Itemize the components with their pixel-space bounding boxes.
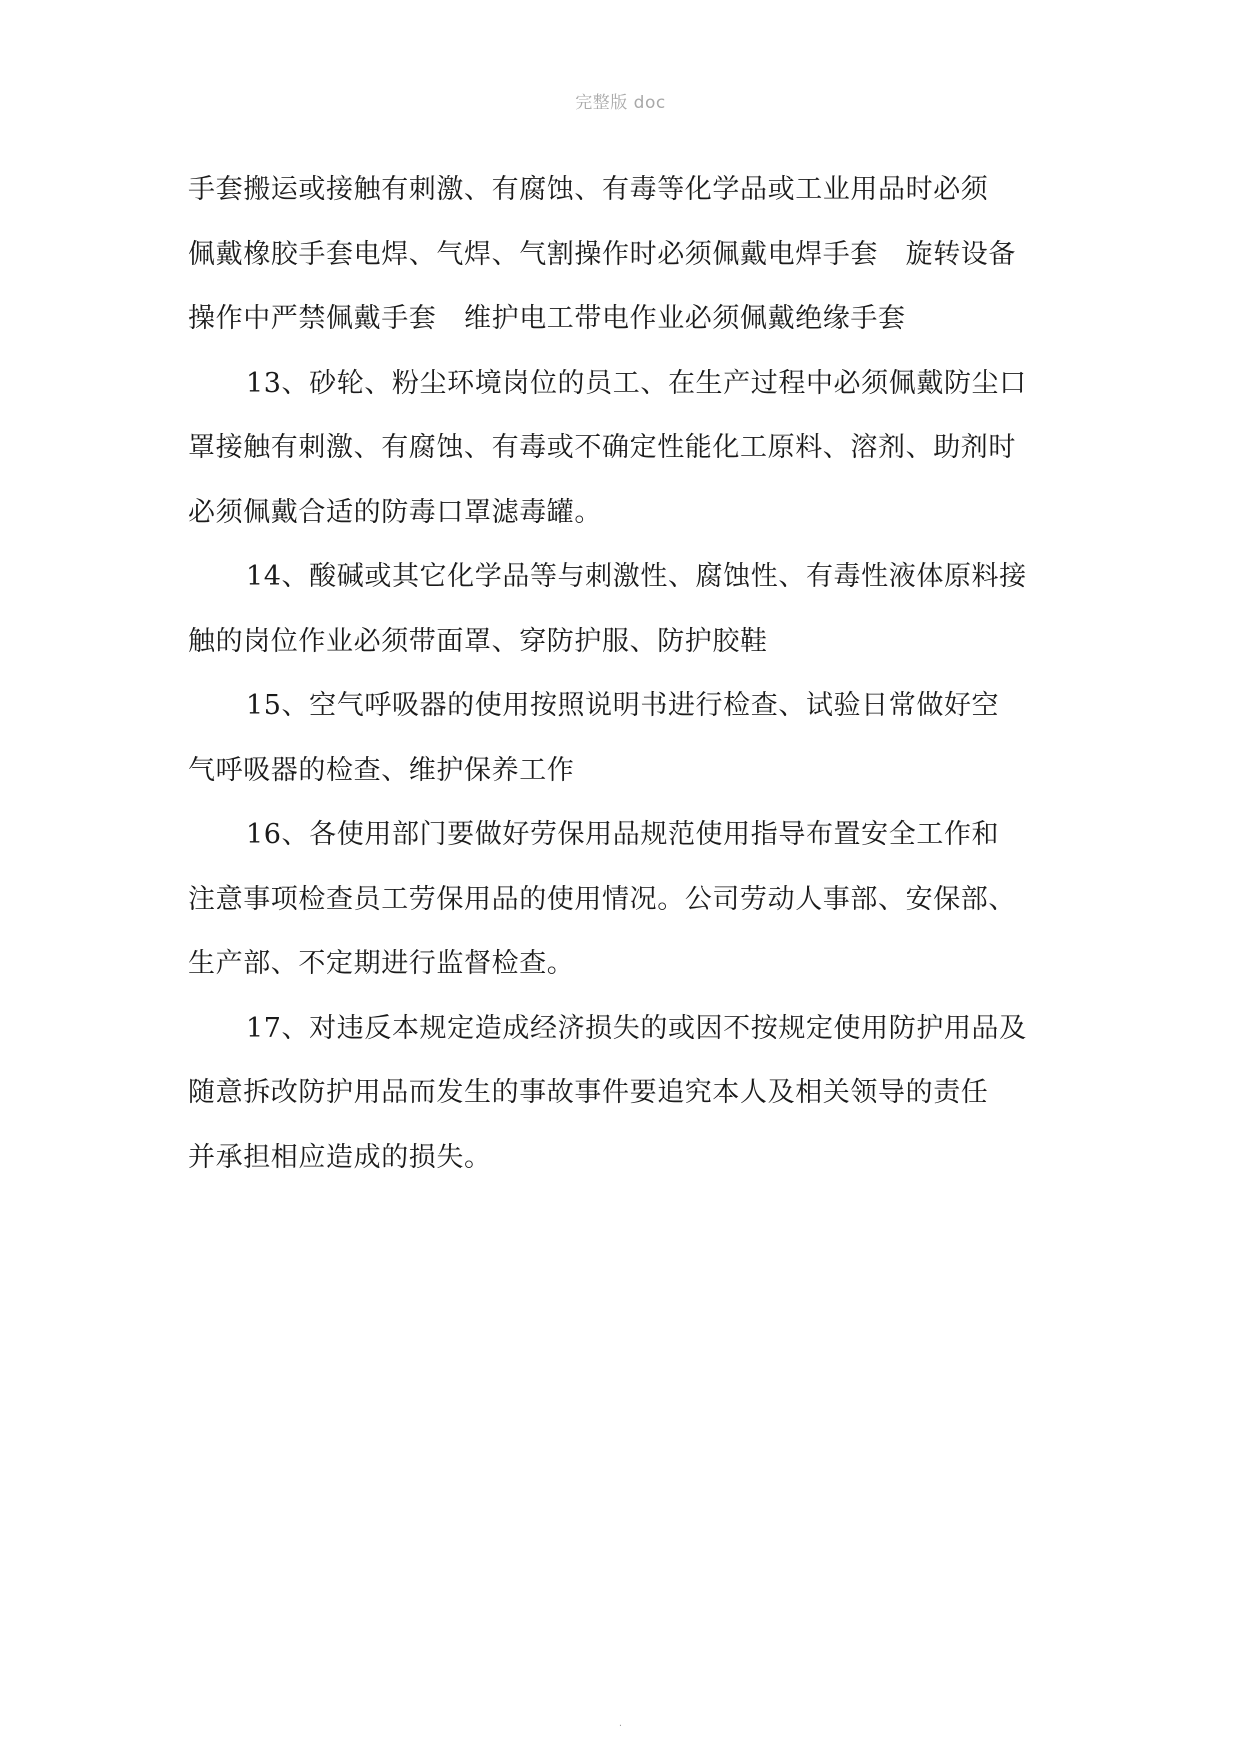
text-line: 气呼吸器的检查、维护保养工作	[188, 754, 575, 786]
paragraph-continuation	[188, 158, 1068, 352]
text-line: 17、对违反本规定造成经济损失的或因不按规定使用防护用品及	[246, 1012, 1027, 1044]
text-line: 随意拆改防护用品而发生的事故事件要追究本人及相关领导的责任	[188, 1077, 989, 1108]
document-body	[188, 158, 1068, 1190]
text-line: 手套搬运或接触有刺激、有腐蚀、有毒等化学品或工业用品时必须	[188, 174, 989, 205]
paragraph-item-17	[188, 997, 1068, 1191]
text-line: 罩接触有刺激、有腐蚀、有毒或不确定性能化工原料、溶剂、助剂时	[188, 432, 1016, 463]
text-line: 佩戴橡胶手套电焊、气焊、气割操作时必须佩戴电焊手套 旋转设备	[188, 238, 1016, 270]
text-line: 14、酸碱或其它化学品等与刺激性、腐蚀性、有毒性液体原料接	[246, 561, 1027, 592]
text-line: 操作中严禁佩戴手套 维护电工带电作业必须佩戴绝缘手套	[188, 303, 906, 334]
text-line: 并承担相应造成的损失。	[188, 1141, 492, 1173]
text-line: 13、砂轮、粉尘环境岗位的员工、在生产过程中必须佩戴防尘口	[246, 367, 1027, 399]
text-line: 触的岗位作业必须带面罩、穿防护服、防护胶鞋	[188, 625, 768, 657]
text-line: 生产部、不定期进行监督检查。	[188, 948, 575, 979]
paragraph-item-15	[188, 674, 1068, 803]
text-line: 注意事项检查员工劳保用品的使用情况。公司劳动人事部、安保部、	[188, 883, 1016, 915]
text-line: 15、空气呼吸器的使用按照说明书进行检查、试验日常做好空	[246, 690, 1000, 721]
paragraph-item-14	[188, 545, 1068, 674]
paragraph-item-13	[188, 352, 1068, 546]
text-line: 必须佩戴合适的防毒口罩滤毒罐。	[188, 496, 602, 528]
page-footer-mark: .	[618, 1718, 623, 1729]
paragraph-item-16	[188, 803, 1068, 997]
text-line: 16、各使用部门要做好劳保用品规范使用指导布置安全工作和	[246, 819, 1000, 850]
page-header: 完整版 doc	[575, 93, 666, 113]
